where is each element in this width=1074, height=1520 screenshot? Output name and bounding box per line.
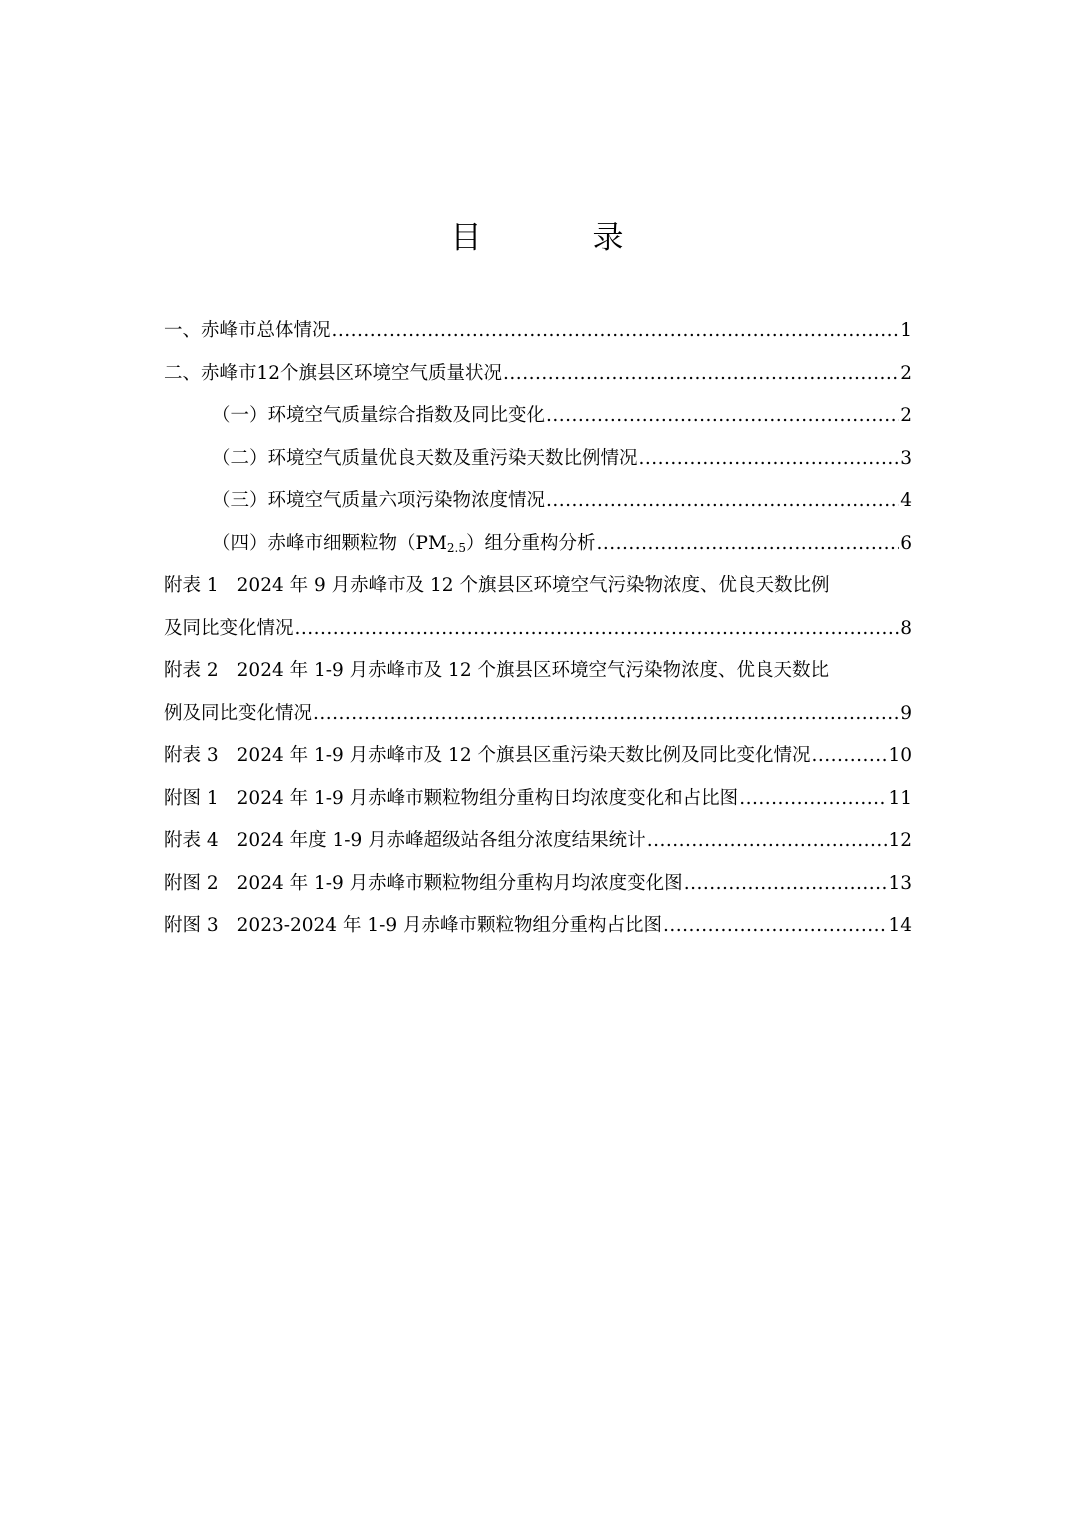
toc-entry-title: 2023-2024 年 1-9 月赤峰市颗粒物组分重构占比图: [236, 915, 663, 936]
toc-entry[interactable]: [164, 863, 912, 906]
toc-entry-title: 二、赤峰市12个旗县区环境空气质量状况: [164, 362, 503, 384]
dot-leader: [663, 905, 887, 948]
toc-entry-title: 及同比变化情况: [164, 617, 294, 639]
toc-page-number: 11: [888, 787, 912, 809]
toc-entry-title: 2024 年 9 月赤峰市及 12 个旗县区环境空气污染物浓度、优良天数比例: [236, 575, 830, 596]
toc-entry[interactable]: [164, 353, 912, 396]
dot-leader: [295, 608, 900, 651]
toc-entry[interactable]: [164, 395, 912, 438]
table-of-contents: [164, 310, 912, 948]
toc-entry[interactable]: [164, 310, 912, 353]
toc-entry-continuation[interactable]: [164, 608, 912, 651]
toc-page-number: 1: [900, 320, 912, 341]
toc-entry[interactable]: [164, 905, 912, 948]
dot-leader: [684, 863, 888, 906]
toc-page-number: 10: [888, 745, 912, 766]
toc-entry[interactable]: [164, 650, 912, 693]
toc-entry-label: 附表 1: [164, 575, 219, 596]
toc-entry[interactable]: [164, 480, 912, 523]
toc-heading: 目 录: [450, 220, 664, 256]
toc-page-number: 4: [900, 490, 912, 511]
dot-leader: [739, 778, 887, 821]
toc-entry-title: （二）环境空气质量优良天数及重污染天数比例情况: [212, 447, 638, 469]
toc-page-number: 13: [888, 872, 912, 894]
toc-entry[interactable]: [164, 523, 912, 566]
toc-entry-label: 附表 3: [164, 745, 219, 766]
toc-page-number: 14: [888, 915, 912, 936]
dot-leader: [597, 523, 900, 566]
toc-entry[interactable]: [164, 438, 912, 481]
dot-leader: [546, 395, 899, 438]
dot-leader: [313, 693, 899, 736]
toc-entry-title: 2024 年度 1-9 月赤峰超级站各组分浓度结果统计: [236, 830, 646, 851]
toc-entry-continuation[interactable]: [164, 693, 912, 736]
toc-entry-label: 附图 3: [164, 915, 219, 936]
dot-leader: [639, 438, 900, 481]
toc-entry-label: 附表 2: [164, 660, 219, 681]
toc-entry-label: 附图 1: [164, 787, 219, 809]
toc-entry[interactable]: [164, 778, 912, 821]
toc-entry-title-pre: （四）赤峰市细颗粒物（PM: [212, 532, 447, 554]
toc-page-number: 12: [888, 830, 912, 851]
toc-entry[interactable]: [164, 565, 912, 608]
toc-entry-title: （一）环境空气质量综合指数及同比变化: [212, 405, 546, 426]
toc-entry-subscript: 2.5: [446, 540, 466, 555]
toc-entry-title: 一、赤峰市总体情况: [164, 320, 331, 341]
toc-page-number: 3: [900, 447, 912, 469]
toc-entry-title: 2024 年 1-9 月赤峰市颗粒物组分重构日均浓度变化和占比图: [236, 787, 739, 809]
toc-entry-title: 2024 年 1-9 月赤峰市颗粒物组分重构月均浓度变化图: [236, 872, 683, 894]
dot-leader: [503, 353, 899, 396]
toc-entry[interactable]: [164, 735, 912, 778]
toc-entry-title: [212, 523, 596, 566]
toc-entry-title: 2024 年 1-9 月赤峰市及 12 个旗县区重污染天数比例及同比变化情况: [236, 745, 811, 766]
toc-entry-label: 附图 2: [164, 872, 219, 894]
toc-entry-title: 2024 年 1-9 月赤峰市及 12 个旗县区环境空气污染物浓度、优良天数比: [236, 660, 829, 681]
toc-page-number: 8: [900, 617, 912, 639]
dot-leader: [811, 735, 887, 778]
toc-page-number: 2: [900, 405, 912, 426]
toc-entry-label: 附表 4: [164, 830, 219, 851]
toc-entry-title: （三）环境空气质量六项污染物浓度情况: [212, 490, 546, 511]
toc-page-number: 9: [900, 702, 912, 724]
dot-leader: [332, 310, 900, 353]
dot-leader: [546, 480, 899, 523]
dot-leader: [647, 820, 888, 863]
toc-entry-title: 例及同比变化情况: [164, 702, 313, 724]
toc-entry[interactable]: [164, 820, 912, 863]
toc-entry-title-post: ）组分重构分析: [466, 532, 596, 554]
toc-page-number: 2: [900, 362, 912, 384]
toc-page-number: 6: [900, 532, 912, 554]
